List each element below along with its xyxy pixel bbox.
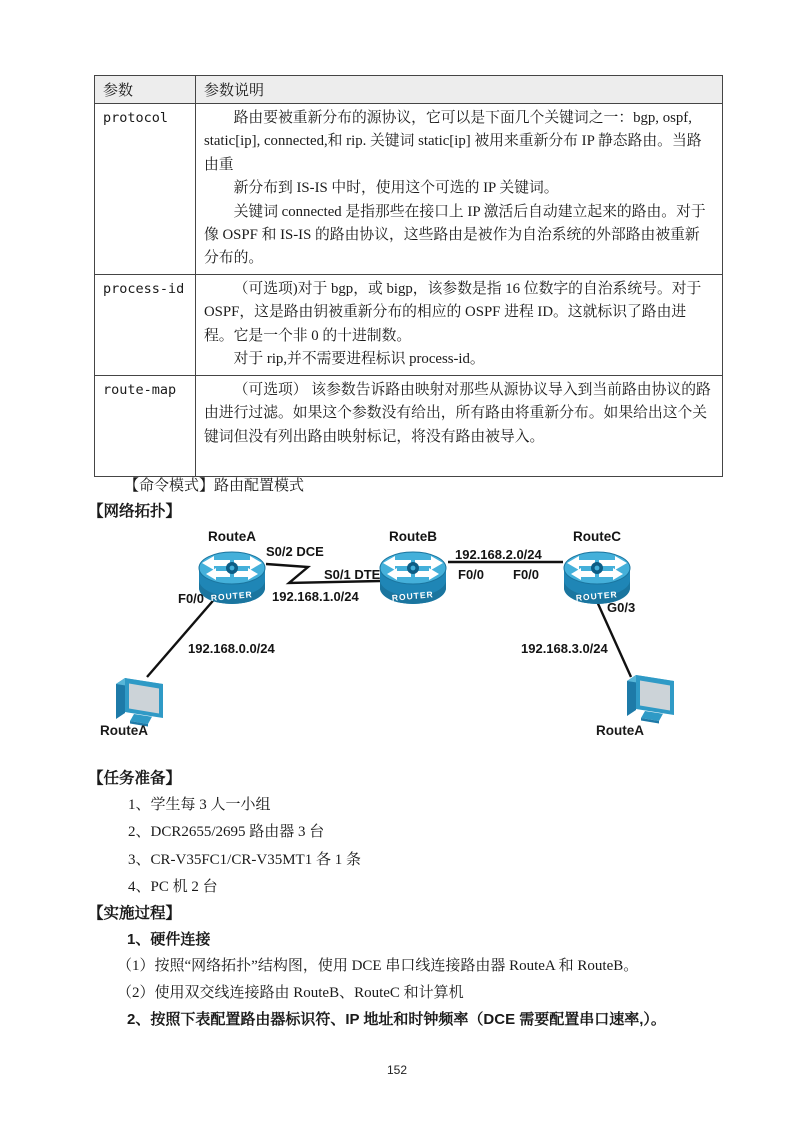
pc-icon (623, 665, 679, 725)
list-item: （2）使用双交线连接路由 RouteB、RouteC 和计算机 (117, 985, 464, 1001)
list-item: 1、学生每 3 人一小组 (128, 797, 271, 813)
task-list (128, 792, 361, 901)
network-label-bc: 192.168.2.0/24 (455, 547, 542, 562)
svg-text:ROUTER: ROUTER (391, 589, 435, 603)
param-name-cell: process-id (95, 274, 196, 375)
desc-paragraph: 关键词 connected 是指那些在接口上 IP 激活后自动建立起来的路由。对于像 OSPF 和 IS-IS 的路由协议，这些路由是被作为自治系统的外部路由被重新分布的。 (204, 203, 706, 267)
svg-text:ROUTER: ROUTER (575, 589, 619, 603)
desc-paragraph: （可选项） 该参数告诉路由映射对那些从源协议导入到当前路由协议的路由进行过滤。如果这个参数没有给出，所有路由将重新分布。如果给出这个关键词但没有列出路由映射标记，将没有路由被导入。 (204, 381, 711, 445)
router-label: RouteB (389, 529, 437, 544)
topology-heading: 【网络拓扑】 (88, 503, 182, 520)
router-node-b (378, 529, 448, 606)
table-header-row (95, 76, 723, 104)
pc-icon (112, 668, 168, 728)
param-name-cell: route-map (95, 375, 196, 476)
router-icon (562, 546, 632, 606)
router-label: RouteA (208, 529, 256, 544)
interface-label-f00-c: F0/0 (513, 567, 540, 582)
svg-text:ROUTER: ROUTER (210, 589, 254, 603)
network-label-c-pc: 192.168.3.0/24 (521, 641, 608, 656)
network-label-a-pc: 192.168.0.0/24 (188, 641, 275, 656)
network-topology-diagram (0, 525, 794, 753)
col-header-param: 参数 (95, 76, 196, 104)
pc-label: RouteA (100, 723, 148, 738)
parameter-table (94, 75, 723, 477)
param-desc-cell (196, 375, 723, 476)
pc-label: RouteA (596, 723, 644, 738)
table-row (95, 375, 723, 476)
param-desc-cell (196, 104, 723, 275)
interface-label-f00-b: F0/0 (458, 567, 485, 582)
task-heading: 【任务准备】 (88, 770, 182, 787)
network-label-ab: 192.168.1.0/24 (272, 589, 359, 604)
param-desc-cell (196, 274, 723, 375)
command-mode-line: 【命令模式】路由配置模式 (124, 478, 305, 494)
router-label: RouteC (573, 529, 621, 544)
step2-heading: 2、按照下表配置路由器标识符、IP 地址和时钟频率（DCE 需要配置串口速率,）。 (127, 1011, 666, 1028)
step1-list (117, 953, 638, 1007)
interface-label-s01dte: S0/1 DTE (324, 567, 381, 582)
step1-heading: 1、硬件连接 (127, 931, 211, 948)
desc-paragraph: （可选项)对于 bgp，或 bigp，该参数是指 16 位数字的自治系统号。对于 OSPF，这是路由钥被重新分布的相应的 OSPF 进程 ID。这就标识了路由进程。它是一个非 0 的十进制数。 (204, 280, 702, 344)
param-name-cell: protocol (95, 104, 196, 275)
process-heading: 【实施过程】 (88, 905, 182, 922)
interface-label-g03: G0/3 (607, 600, 636, 615)
desc-paragraph: 对于 rip,并不需要进程标识 process-id。 (233, 351, 485, 368)
list-item: 4、PC 机 2 台 (128, 878, 218, 895)
interface-label-f00-a: F0/0 (178, 591, 205, 606)
router-icon (378, 546, 448, 606)
router-node-c (562, 529, 632, 606)
router-icon (197, 546, 267, 606)
desc-paragraph: 路由要被重新分布的源协议，它可以是下面几个关键词之一：bgp, ospf, static[ip], connected,和 rip. 关键词 static[ip] 被用来重新分布 IP 静态路由。当路由重 (204, 110, 702, 173)
desc-paragraph: 新分布到 IS-IS 中时，使用这个可选的 IP 关键词。 (233, 180, 559, 197)
list-item: 3、CR-V35FC1/CR-V35MT1 各 1 条 (128, 851, 361, 868)
col-header-desc: 参数说明 (196, 76, 723, 104)
table-row (95, 274, 723, 375)
list-item: （1）按照“网络拓扑”结构图，使用 DCE 串口线连接路由器 RouteA 和 RouteB。 (117, 958, 639, 974)
list-item: 2、DCR2655/2695 路由器 3 台 (128, 824, 325, 841)
table-row (95, 104, 723, 275)
interface-label-s02dce: S0/2 DCE (266, 544, 324, 559)
page-number: 152 (386, 1063, 408, 1077)
router-node-a (197, 529, 267, 606)
ethernet-link-a-pc (147, 595, 218, 677)
